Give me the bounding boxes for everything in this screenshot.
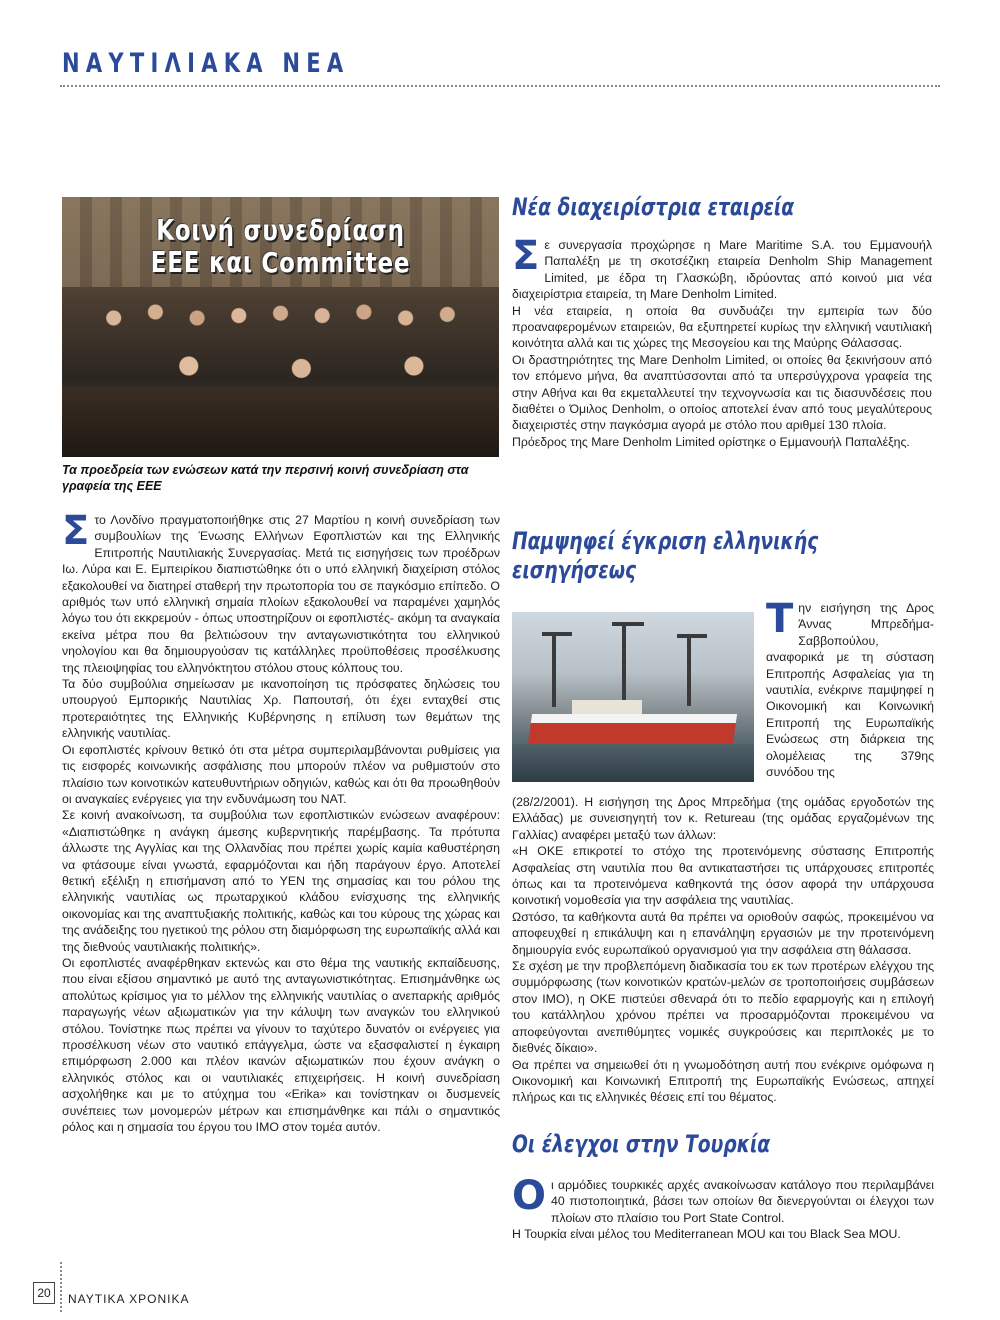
headline-turkey-inspections: Οι έλεγχοι στην Τουρκία — [512, 1130, 771, 1158]
meeting-photo — [62, 197, 499, 457]
main-article — [62, 508, 500, 1135]
section-title: ΝΑΥΤΙΛΙΑΚΑ ΝΕΑ — [62, 48, 350, 79]
article-vote-intro — [766, 596, 934, 780]
article-paragraph: Την εισήγηση της Δρος Άννας Μπρεδήμα-Σαββοπούλου, αναφορικά με τη σύσταση Επιτροπής Ασφαλείας για τη ναυτιλία, ενέκρινε παμψηφεί η Οικονομική και Κοινωνική Επιτροπή της Ευρωπαϊκής Ενώσεως στη διάρκεια της ολομέλειας της 379ης συνόδου της — [766, 596, 934, 780]
main-article-paragraph: Σε κοινή ανακοίνωση, τα συμβούλια των εφοπλιστικών ενώσεων αναφέρουν: «Διαπιστώθηκε η ανάγκη άμεσης κυβερνητικής παρέμβασης. Τα πρότυπα άλλωστε της Αγγλίας και της Ολλανδίας που πρέπει χωρίς καμία καθυστέρηση να φτάσουμε είναι γνωστά, εφαρμόζονται και ήδη παράγουν έργο. Αποτελεί θετική εξέλιξη η επισήμανση από το ΥΕΝ της σημασίας και του ρόλου της ελληνικής ναυτιλίας ως πρωταρχικού κλάδου ενίσχυσης της ελληνικής οικονομίας και της αναπτυξιακής πολιτικής, καθώς και του κύρους της χώρας και της ανάδειξης του ηγετικού της ρόλου στη διαμόρφωση της ευρωπαϊκής αλλά και της διεθνούς ναυτιλιακής πολιτικής». — [62, 808, 500, 954]
main-article-paragraph: Στο Λονδίνο πραγματοποιήθηκε στις 27 Μαρτίου η κοινή συνεδρίαση των συμβουλίων της Ένωσης Ελλήνων Εφοπλιστών και της Ελληνικής Επιτροπής Ναυτιλιακής Συνεργασίας. Μετά τις εισηγήσεις των προέδρων Ιω. Λύρα και Ε. Εμπειρίκου διαπιστώθηκε ότι ο υπό ελληνική διαχείριση στόλος εξακολουθεί να διατηρεί σταθερή την πρωτοπορία του σε παγκόσμιο επίπεδο. Ο αριθμός των υπό ελληνική σημαία πλοίων εξακολουθεί να παραμένει χαμηλός λόγω του ότι εκκρεμούν - όπως υποστηρίζουν οι εφοπλιστές- ακόμη τα αναγκαία εκείνα μέτρα που θα βελτιώσουν την ανταγωνιστικότητα του ελληνικού νηολογίου και θα δημιουργούσαν τις κατάλληλες προϋποθέσεις προσέλκυσης της πλειοψηφίας του ελληνόκτητου στόλου στους κόλπους του. — [62, 508, 500, 675]
photo-people — [72, 282, 489, 402]
headline-line1: Παμψηφεί έγκριση ελληνικής — [512, 527, 819, 555]
article-turkey — [512, 1173, 934, 1243]
photo-overlay-title — [101, 215, 459, 279]
article-paragraph: Οι δραστηριότητες της Mare Denholm Limited, οι οποίες θα ξεκινήσουν από τον επόμενο μήνα, θα αναπτύσσονται από τα υπερσύγχρονα γραφεία της στην Αθήνα και θα εκμεταλλευτεί την τεχνογνωσία και τις διασυνδέσεις που διαθέτει ο Όμιλος Denholm, ο οποίος αποτελεί έναν από τους μεγαλύτερους διαχειριστές στην παγκόσμια αγορά με στόλο που αριθμεί 130 πλοία. — [512, 352, 932, 433]
crane-shape — [612, 622, 644, 626]
main-article-paragraph: Οι εφοπλιστές αναφέρθηκαν εκτενώς και στο θέμα της ναυτικής εκπαίδευσης, που είναι εξίσου σημαντικό με αυτό της ανταγωνιστικότητας. Επισημάνθηκε ως απολύτως κρίσιμος για το μέλλον της ελληνικής ναυτιλίας ο ανεπαρκής αριθμός παραγωγής νέων αξιωματικών για την κάλυψη των αναγκών του ελληνικού στόλου. Τονίστηκε πως πρέπει να γίνουν το ταχύτερο δυνατόν οι ενέργειες για προσέλκυση νέων στο ναυτικό επάγγελμα, ώστε να εξασφαλιστεί η έγκαιρη επιμόρφωση 2.000 και πλέον ικανών αξιωματικών που έχουν ανάγκη ο ελληνικός στόλος και οι ναυτιλιακές επιχειρήσεις. Η κοινή συνεδρίαση ασχολήθηκε και με το ατύχημα του «Erika» και τονίστηκαν οι δυσμενείς συνέπειες των μονομερών μέτρων και επισημάνθηκε και πάλι ο σημαντικός ρόλος και η σημασία του έργου του ΙΜΟ στον τομέα αυτόν. — [62, 955, 500, 1135]
water — [512, 744, 754, 782]
shipyard-photo — [512, 612, 754, 782]
article-paragraph: Ωστόσο, τα καθήκοντα αυτά θα πρέπει να οριοθούν σαφώς, προκειμένου να αποφευχθεί η επικάλυψη και η επανάληψη εργασιών με την προτεινόμενη δημιουργία ενός ευρωπαϊκού οργανισμού για την ασφάλεια στη θάλασσα. — [512, 909, 934, 957]
crane-shape — [687, 634, 691, 706]
headline-line2: εισηγήσεως — [512, 556, 637, 584]
photo-overlay-line2: ΕΕΕ και Committee — [150, 246, 411, 279]
article-paragraph: Οι αρμόδιες τουρκικές αρχές ανακοίνωσαν κατάλογο που περιλαμβάνει 40 πιστοποιητικά, βάσει των οποίων θα διενεργούνται οι έλεγχοι των πλοίων στο πλαίσιο του Port State Control. — [512, 1173, 934, 1225]
photo-table — [62, 387, 499, 457]
crane-shape — [552, 632, 556, 707]
header-divider — [60, 85, 940, 87]
crane-shape — [542, 632, 572, 636]
article-paragraph: Σε συνεργασία προχώρησε η Mare Maritime S.A. του Εμμανουήλ Παπαλέξη με τη σκοτσέζικη εταιρεία Denholm Ship Management Limited, με έδρα τη Γλασκώβη, ιδρύοντας από κοινού μια νέα διαχειρίστρια εταιρεία, τη Mare Denholm Limited. — [512, 233, 932, 302]
page-number: 20 — [33, 1282, 55, 1304]
photo-overlay-line1: Κοινή συνεδρίαση — [156, 214, 405, 247]
ship-hull — [528, 714, 737, 744]
dropcap: Τ — [766, 596, 794, 642]
photo-caption: Τα προεδρεία των ενώσεων κατά την περσινή κοινή συνεδρίαση στα γραφεία της ΕΕΕ — [62, 463, 469, 493]
article-vote — [512, 794, 934, 1106]
article-mare-denholm — [512, 233, 932, 450]
article-paragraph: «Η ΟΚΕ επικροτεί το στόχο της προτεινόμενης σύστασης Επιτροπής Ασφαλείας στη ναυτιλία που θα αντικαταστήσει τις υπάρχουσες επιτροπές όπως και τα προτεινόμενα καθηκοντά της όσον αφορά την υπάρχουσα κοινοτική νομοθεσία για την ασφάλεια της ναυτιλίας. — [512, 844, 934, 908]
main-article-paragraph: Τα δύο συμβούλια σημείωσαν με ικανοποίηση τις πρόσφατες δηλώσεις του υπουργού Εμπορικής Ναυτιλίας Χρ. Παπουτσή, ότι έχει ενταχθεί στις προτεραιότητες της Ελληνικής Κυβέρνησης η επίλυση των θεμάτων της ελληνικής ναυτιλίας. — [62, 677, 500, 741]
dropcap: Σ — [512, 233, 540, 279]
article-paragraph: (28/2/2001). Η εισήγηση της Δρος Μπρεδήμα (της ομάδας εργοδοτών της Ελλάδας) με συνεισηγητή τον κ. Retureau (της ομάδας εργαζομένων της Γαλλίας) αναφέρει μεταξύ των άλλων: — [512, 795, 934, 842]
article-paragraph: Πρόεδρος της Mare Denholm Limited ορίστηκε ο Εμμανουήλ Παπαλέξης. — [512, 434, 910, 449]
dropcap: Ο — [512, 1173, 547, 1219]
headline-new-management-company: Νέα διαχειρίστρια εταιρεία — [512, 193, 795, 221]
main-article-paragraph: Οι εφοπλιστές κρίνουν θετικό ότι στα μέτρα συμπεριλαμβάνονται ρυθμίσεις για τις εισφορές κοινωνικής ασφάλισης που μπορούν πλέον να ρυθμιστούν στο πλαίσιο των κοινοτικών κατευθυντήριων οδηγιών, καθώς και ότι θα προωθηθούν οι αναγκαίες ενέργειες για την ενδυνάμωση του ΝΑΤ. — [62, 742, 500, 806]
crane-shape — [677, 634, 707, 638]
article-paragraph: Σε σχέση με την προβλεπόμενη διαδικασία του εκ των προτέρων ελέγχου της συμμόρφωσης (των κοινοτικών κρατών-μελών σε τροποποιήσεις συμβάσεων στον ΙΜΟ), η ΟΚΕ πιστεύει σθεναρά ότι το πεδίο εφαρμογής και η επιλογή του κατάλληλου χρόνου πρέπει να προσαρμόζονται προκειμένου να αποφεύγονται ανεπιθύμητες νομικές συγκρούσεις και περιπλοκές με το διεθνές δίκαιο». — [512, 959, 934, 1056]
footer-divider — [60, 1262, 62, 1312]
crane-shape — [622, 622, 626, 707]
article-paragraph: Θα πρέπει να σημειωθεί ότι η γνωμοδότηση αυτή που ενέκρινε ομόφωνα η Οικονομική και Κοινωνική Επιτροπή της Ευρωπαϊκής Ενώσεως, απηχεί πλήρως και τις ελληνικές θέσεις επί του θέματος. — [512, 1057, 934, 1105]
headline-unanimous-approval — [512, 527, 818, 585]
article-paragraph: Η νέα εταιρεία, η οποία θα συνδυάζει την εμπειρία των δύο προαναφερομένων εταιρειών, θα εξυπηρετεί κυρίως την ελληνική ναυτιλιακή κοινότητα αλλά και τις χώρες της Μεσογείου και της Μαύρης Θάλασσας. — [512, 303, 932, 351]
dropcap: Σ — [62, 508, 90, 554]
article-paragraph: Η Τουρκία είναι μέλος του Mediterranean MOU και του Black Sea MOU. — [512, 1227, 901, 1242]
magazine-name: ΝΑΥΤΙΚΑ ΧΡΟΝΙΚΑ — [68, 1292, 190, 1306]
